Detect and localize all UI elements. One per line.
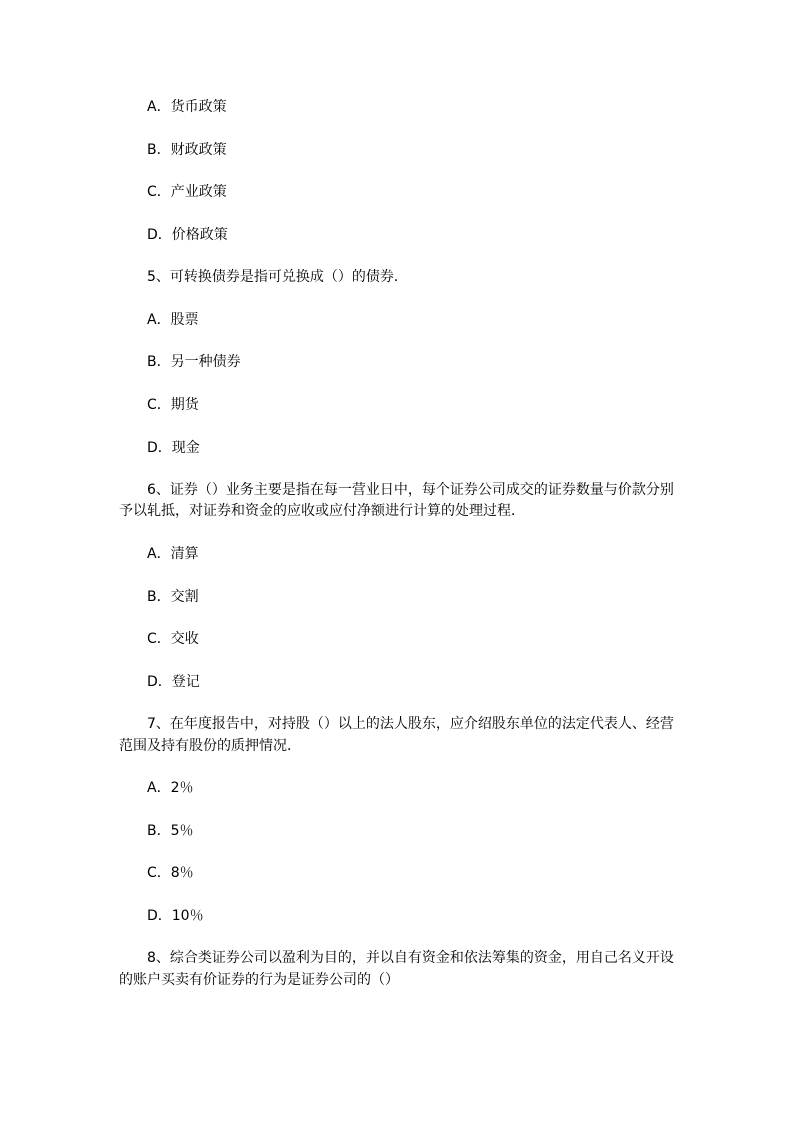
q6-option-a: A．清算 xyxy=(147,546,199,562)
question-6-text-line-1: 6、证券（）业务主要是指在每一营业日中，每个证券公司成交的证券数量与价款分别 xyxy=(147,482,674,498)
question-7-text-line-1: 7、在年度报告中，对持股（）以上的法人股东，应介绍股东单位的法定代表人、经营 xyxy=(147,716,674,732)
q7-option-d: D．10％ xyxy=(147,908,204,924)
q6-option-c: C．交收 xyxy=(147,631,199,647)
q5-option-c: C．期货 xyxy=(147,397,199,413)
option-d: D．价格政策 xyxy=(147,227,228,243)
question-5-text: 5、可转换债券是指可兑换成（）的债券． xyxy=(147,269,408,285)
q5-option-b: B．另一种债券 xyxy=(147,354,241,370)
question-6-text-line-2: 予以轧抵，对证券和资金的应收或应付净额进行计算的处理过程． xyxy=(119,503,525,519)
q7-option-b: B．5％ xyxy=(147,823,194,839)
q5-option-d: D．现金 xyxy=(147,440,200,456)
q5-option-a: A．股票 xyxy=(147,312,199,328)
option-b: B．财政政策 xyxy=(147,142,227,158)
question-8-text-line-2: 的账户买卖有价证券的行为是证券公司的（） xyxy=(119,972,399,988)
question-8-text-line-1: 8、综合类证券公司以盈利为目的，并以自有资金和依法筹集的资金，用自己名义开设 xyxy=(147,950,674,966)
q6-option-b: B．交割 xyxy=(147,589,199,605)
question-7-text-line-2: 范围及持有股份的质押情况． xyxy=(119,738,301,754)
option-c: C．产业政策 xyxy=(147,184,227,200)
q7-option-c: C．8％ xyxy=(147,865,194,881)
q7-option-a: A．2％ xyxy=(147,780,194,796)
option-a: A．货币政策 xyxy=(147,99,227,115)
q6-option-d: D．登记 xyxy=(147,674,200,690)
